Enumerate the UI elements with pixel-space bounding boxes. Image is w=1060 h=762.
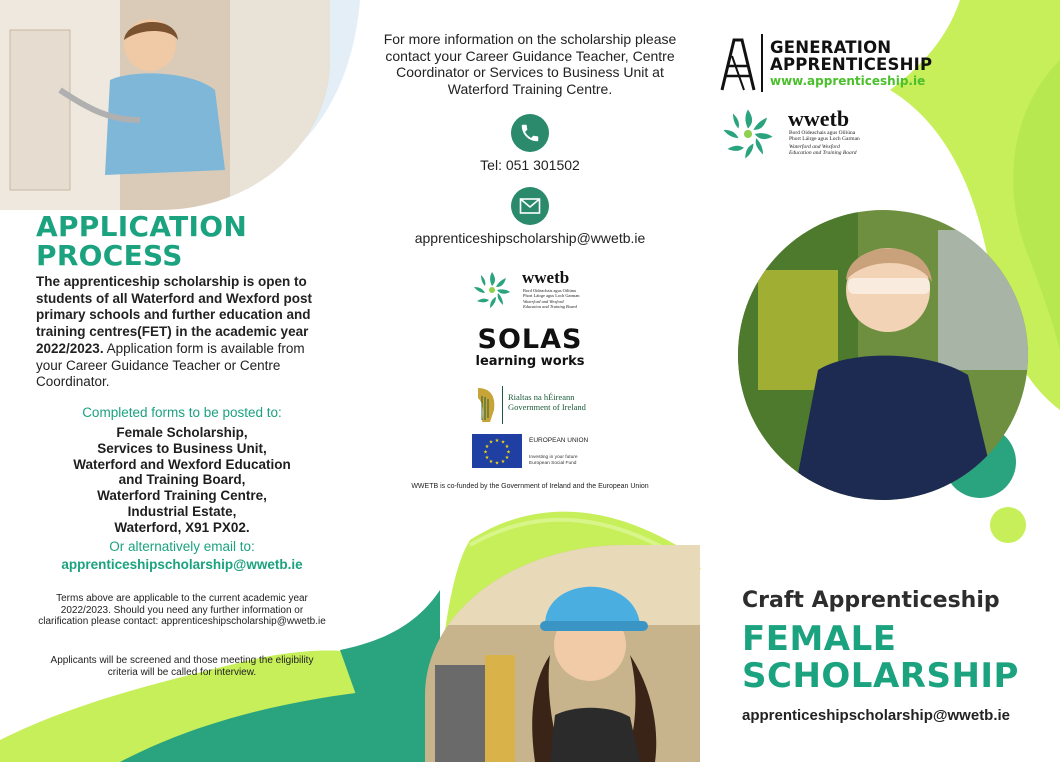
posted-label: Completed forms to be posted to: — [82, 405, 282, 420]
svg-text:★: ★ — [500, 439, 506, 446]
gov-irish: Rialtas na hÉireann — [508, 392, 575, 402]
svg-text:★: ★ — [494, 438, 500, 444]
svg-text:★: ★ — [488, 439, 494, 446]
female-line: FEMALE — [742, 619, 897, 659]
address-line: Female Scholarship, — [116, 425, 248, 440]
solas-wordmark: SOLAS — [477, 324, 583, 355]
phone-number[interactable]: Tel: 051 301502 — [480, 157, 580, 173]
svg-text:★: ★ — [484, 455, 490, 461]
eu-subtitle — [529, 455, 578, 467]
wwetb-small-irish-line: Phort Láirge agus Loch Garman — [523, 293, 580, 298]
svg-text:★: ★ — [506, 449, 511, 456]
application-intro — [36, 274, 326, 391]
terms-text: Terms above are applicable to the current academic year 2022/2023. Should you need any further information or clarification please contact: apprenticeshipscholarship@wwetb.ie — [38, 593, 326, 628]
eu-logo — [472, 434, 622, 470]
wwetb-small-irish — [523, 288, 580, 298]
eu-title: EUROPEAN UNION — [529, 437, 589, 444]
wwetb-large-english-line: Education and Training Board — [789, 150, 857, 157]
wwetb-swirl-icon — [470, 268, 514, 312]
engineer-photo — [738, 210, 1028, 500]
address-line: Waterford, X91 PX02. — [114, 519, 250, 535]
generation-apprenticeship-icon — [718, 36, 758, 92]
wwetb-large-irish — [789, 130, 860, 142]
screening-note: Applicants will be screened and those meeting the eligibility criteria will be called for interview. — [50, 655, 314, 678]
svg-text:★: ★ — [483, 449, 488, 456]
harp-icon — [472, 386, 502, 424]
phone-icon — [511, 114, 549, 152]
address-line: Waterford Training Centre, — [97, 488, 267, 504]
intro-regular-text: Application form is available from your Career Guidance Teacher or Centre Coordinator. — [36, 340, 305, 390]
wwetb-small-irish-line: Bord Oideachais agus Oiliúna — [523, 288, 576, 293]
gen-divider — [761, 34, 763, 92]
alt-email-link[interactable]: apprenticeshipscholarship@wwetb.ie — [61, 557, 303, 572]
wwetb-small-english-line: Education and Training Board — [523, 304, 577, 309]
wwetb-logo-large — [718, 104, 888, 164]
address-line: Waterford and Wexford Education — [73, 456, 291, 472]
address-line: and Training Board, — [118, 472, 246, 488]
svg-text:★: ★ — [504, 444, 510, 450]
female-scholarship-title — [742, 621, 1052, 695]
wwetb-swirl-icon — [718, 104, 778, 164]
solas-tagline: learning works — [475, 354, 585, 369]
wwetb-small-english — [523, 299, 577, 309]
application-process-title — [36, 212, 336, 270]
svg-text:★: ★ — [484, 444, 490, 450]
svg-text:★: ★ — [488, 459, 494, 465]
cofunded-note: WWETB is co-funded by the Government of Ireland and the European Union — [411, 483, 649, 490]
title-line-2: PROCESS — [36, 239, 183, 272]
gen-line1: GENERATION — [770, 38, 892, 57]
craft-apprenticeship-heading: Craft Apprenticeship — [742, 588, 1000, 613]
wwetb-small-english-line: Waterford and Wexford — [523, 299, 564, 304]
eu-sub-line: Investing in your future — [529, 455, 578, 460]
alt-email-label: Or alternatively email to: — [109, 539, 255, 554]
wwetb-large-english — [789, 144, 856, 156]
scholarship-line: SCHOLARSHIP — [742, 656, 1019, 696]
solas-logo — [455, 326, 605, 369]
gov-english: Government of Ireland — [508, 402, 586, 412]
title-line-1: APPLICATION — [36, 210, 248, 243]
generation-apprenticeship-logo — [716, 34, 956, 94]
eu-flag-icon — [472, 434, 522, 468]
government-of-ireland-logo — [472, 386, 602, 424]
svg-text:★: ★ — [500, 459, 506, 465]
address-line: Industrial Estate, — [127, 503, 237, 519]
wwetb-large-irish-line: Phort Láirge agus Loch Garman — [789, 136, 860, 143]
postal-address — [36, 425, 328, 536]
cover-email[interactable]: apprenticeshipscholarship@wwetb.ie — [742, 707, 1011, 724]
gov-divider — [502, 386, 503, 424]
wwetb-large-irish-line: Bord Oideachais agus Oiliúna — [789, 130, 856, 136]
svg-text:★: ★ — [504, 455, 510, 461]
svg-text:★: ★ — [494, 460, 500, 467]
more-info-text: For more information on the scholarship please contact your Career Guidance Teacher, Centre Coordinator or Services to Business Unit at Waterford Training Centre. — [383, 31, 677, 97]
envelope-icon — [511, 187, 549, 225]
gen-line2: APPRENTICESHIP — [770, 55, 933, 74]
wwetb-large-english-line: Waterford and Wexford — [789, 144, 840, 150]
wwetb-large-word: wwetb — [788, 106, 850, 131]
wwetb-small-word: wwetb — [522, 268, 570, 287]
contact-email[interactable]: apprenticeshipscholarship@wwetb.ie — [414, 230, 646, 246]
gov-text — [508, 392, 586, 412]
intro-bold-text: The apprenticeship scholarship is open to students of all Waterford and Wexford post primary schools and further education and training centres(FET) in the academic year 2022/2023. — [36, 274, 313, 356]
address-line: Services to Business Unit, — [97, 440, 267, 456]
wwetb-logo-small — [470, 268, 590, 314]
eu-sub-line: European Social Fund — [529, 461, 577, 466]
gen-website[interactable]: www.apprenticeship.ie — [770, 74, 926, 88]
